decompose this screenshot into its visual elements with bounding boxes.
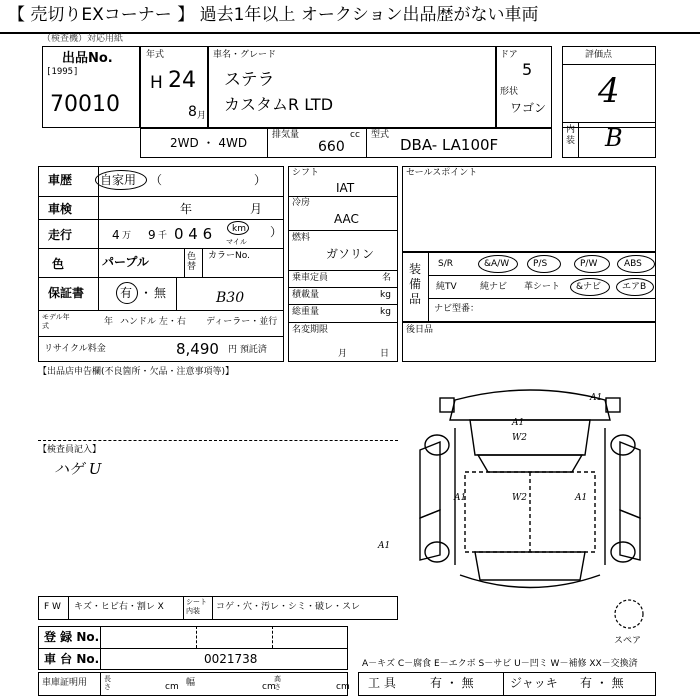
eq-navi2: &ナビ [576, 282, 602, 292]
year-label: 年式 [146, 50, 165, 60]
eq-leather: 革シート [524, 282, 561, 292]
cert-label: 車庫証明用 [42, 678, 88, 688]
score-label: 評価点 [585, 50, 613, 60]
grade: カスタムR LTD [224, 95, 334, 114]
length-label: 長さ [104, 675, 111, 691]
interior: B [605, 124, 623, 152]
ac: AAC [334, 212, 359, 226]
mile-unit: マイル [226, 238, 247, 246]
name-change-month: 月 [338, 349, 348, 359]
car-diagram [378, 380, 660, 600]
doors-label: ドア [500, 50, 518, 60]
weight-label: 総重量 [292, 307, 320, 317]
mark-a1-right: A1 [575, 493, 588, 503]
width-unit: cm [262, 682, 276, 692]
damage-seat: コゲ・穴・汚レ・シミ・破レ・スレ [216, 602, 361, 612]
doors: 5 [522, 60, 533, 79]
lot-small: [1995] [46, 67, 79, 77]
eq-aw: &A/W [484, 259, 510, 269]
sales-label: セールスポイント [406, 168, 478, 178]
mark-a1-left: A1 [454, 493, 467, 503]
fuel: ガソリン [326, 247, 375, 261]
displacement: 660 [318, 139, 345, 155]
warranty-dot: ・ [140, 286, 153, 300]
inspection-year-unit: 年 [180, 202, 193, 216]
fw-label: F W [44, 602, 61, 612]
name-change-day: 日 [380, 349, 390, 359]
eq-pw: P/W [580, 259, 598, 269]
history-circle [95, 170, 147, 190]
later-label: 後日品 [406, 325, 434, 335]
shift: IAT [336, 181, 355, 195]
name-change-label: 名変期限 [292, 325, 329, 335]
lot-label: 出品No. [62, 51, 113, 66]
history-paren-open: （ [150, 173, 163, 187]
handle: ハンドル 左・右 [120, 317, 186, 327]
mark-w2-roof: W2 [512, 493, 527, 503]
warranty-yes: 有 [120, 286, 133, 300]
shape-label: 形状 [500, 87, 519, 97]
height-label: 高さ [274, 675, 281, 691]
month: 8 [188, 104, 197, 120]
recycle-label: リサイクル料金 [44, 344, 106, 354]
banner [0, 0, 700, 34]
inspector-note: ハゲ U [54, 460, 102, 478]
model-label: 型式 [371, 130, 390, 140]
history-label: 車歴 [48, 173, 73, 187]
mileage-sen: 9 [148, 228, 156, 242]
seller-label: 【出品店申告欄(不良箇所・欠品・注意事項等)】 [38, 367, 235, 377]
eq-ps: P/S [533, 259, 548, 269]
model-year-unit: 年 [104, 317, 114, 327]
model-year-label: モデル年式 [42, 313, 70, 330]
shape: ワゴン [510, 101, 547, 115]
mileage-rest: 0 4 6 [174, 225, 213, 243]
reg-label: 登 録 No. [44, 630, 100, 644]
seat-label: シート内装 [186, 598, 207, 615]
drive: 2WD ・ 4WD [170, 136, 248, 150]
warranty-no: 無 [154, 286, 167, 300]
load-unit: kg [380, 290, 391, 300]
capacity-unit: 名 [382, 273, 392, 283]
mark-a1-hood: A1 [512, 418, 525, 428]
width-label: 幅 [186, 678, 196, 688]
disp-unit: cc [350, 130, 360, 140]
year: 24 [168, 68, 196, 93]
circle-navi [570, 278, 610, 296]
fuel-label: 燃料 [292, 233, 311, 243]
tools-value: 有 ・ 無 [430, 676, 474, 690]
color-value: パープル [102, 255, 149, 269]
eq-tv: 純TV [436, 282, 457, 292]
circle-airbag [616, 278, 654, 296]
inspector-label: 【検査員記入】 [38, 445, 102, 455]
mileage-label: 走行 [48, 228, 73, 242]
km-unit: km [232, 224, 246, 234]
jack-value: 有 ・ 無 [580, 676, 624, 690]
inspection-label: 車検 [48, 202, 73, 216]
circle-ps [527, 255, 561, 273]
jack-label: ジャッキ [510, 676, 558, 690]
interior-label: 内装 [566, 125, 576, 146]
mark-a1-side: A1 [378, 541, 391, 551]
disp-label: 排気量 [272, 130, 300, 140]
banner-text: 【 売切りEXコーナー 】 過去1年以上 オークション出品歴がない車両 [8, 5, 539, 25]
capacity-label: 乗車定員 [292, 273, 329, 283]
mileage-paren-close: ） [270, 225, 283, 239]
name-label: 車名・グレード [213, 50, 277, 60]
damage-front: キズ・ヒビ右・割レ X [74, 602, 164, 612]
recycle-value: 8,490 [176, 340, 219, 358]
later-box [402, 322, 656, 362]
spare-label: スペア [614, 636, 642, 646]
sen-unit: 千 [158, 231, 168, 241]
eq-sr: S/R [438, 259, 453, 269]
car-name: ステラ [224, 70, 275, 90]
lot-number: 70010 [50, 92, 120, 117]
load-label: 積載量 [292, 290, 320, 300]
mileage-man: 4 [112, 228, 120, 242]
history-value: 自家用 [100, 173, 137, 187]
color-no: B30 [216, 290, 245, 306]
height-unit: cm [336, 682, 350, 692]
circle-pw [574, 255, 610, 273]
spare-tire-icon [612, 597, 646, 631]
inspection-month-unit: 月 [250, 202, 263, 216]
man-unit: 万 [122, 231, 132, 241]
form-subtitle: （検查機）対応用紙 [42, 34, 124, 44]
mark-a1-front: A1 [590, 393, 603, 403]
sales-box [402, 166, 656, 252]
color-label: 色 [52, 257, 65, 271]
warranty-label: 保証書 [48, 286, 85, 300]
month-unit: 月 [197, 111, 207, 121]
navi-model-label: ナビ型番： [434, 304, 480, 314]
warranty-circle [116, 282, 138, 304]
score: 4 [598, 71, 620, 111]
chassis-label: 車 台 No. [44, 652, 100, 666]
weight-unit: kg [380, 307, 391, 317]
history-paren-close: ） [254, 173, 267, 187]
equipment-label: 装備品 [409, 262, 422, 306]
damage-legend: A－キズ C－腐食 E－エクボ S－サビ U－凹ミ W－補修 XX－交換済 [362, 659, 638, 669]
model: DBA- LA100F [400, 136, 499, 154]
color-change: 色替 [187, 252, 197, 272]
eq-airbag: エアB [622, 282, 647, 292]
chassis-no: 0021738 [204, 652, 258, 666]
ac-label: 冷房 [292, 198, 311, 208]
dealer: ディーラー・並行 [206, 317, 278, 327]
mark-w2-hood: W2 [512, 433, 527, 443]
km-circle [227, 221, 249, 235]
eq-navi: 純ナビ [480, 282, 508, 292]
era: H [150, 73, 163, 93]
recycle-unit: 円 預託済 [228, 345, 267, 355]
tools-label: 工 具 [368, 676, 396, 690]
color-no-label: カラーNo. [208, 251, 250, 261]
shift-label: シフト [292, 168, 320, 178]
length-unit: cm [165, 682, 179, 692]
eq-abs: ABS [624, 259, 642, 269]
circle-abs [617, 255, 655, 273]
circle-aw [478, 255, 518, 273]
